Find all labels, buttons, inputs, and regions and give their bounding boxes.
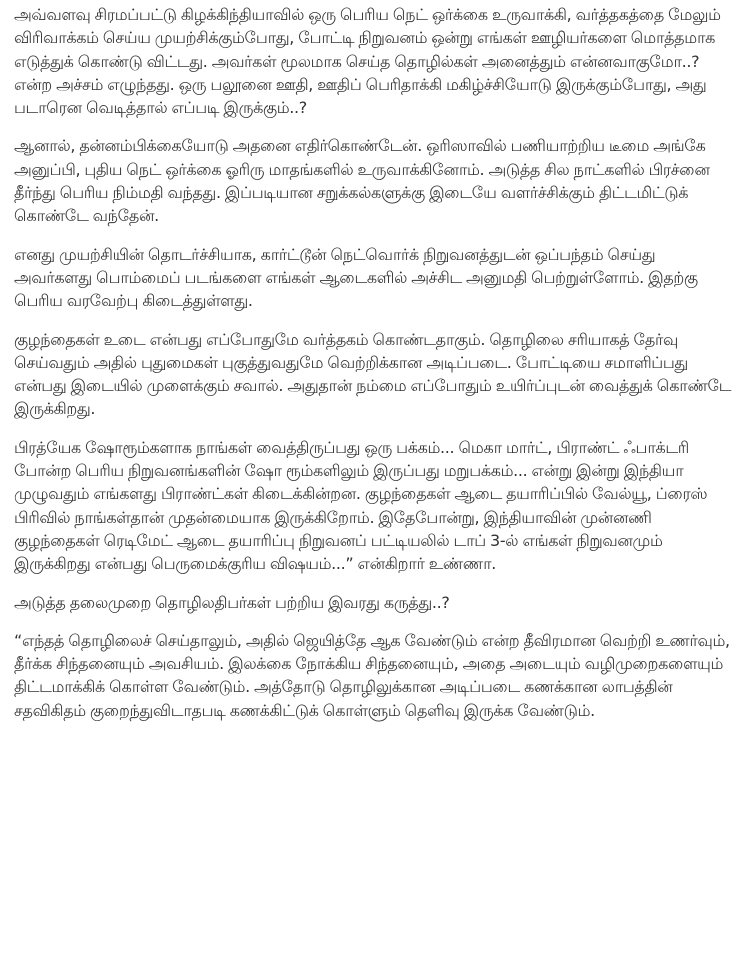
paragraph-network-setback: அவ்வளவு சிரமப்பட்டு கிழக்கிந்தியாவில் ஒரு பெரிய நெட் ஒர்க்கை உருவாக்கி, வர்த்தகத்தை மேலும் விரிவாக்கம் செய்ய முயற்சிக்கும்போது, போட்டி நிறுவனம் ஒன்று எங்கள் ஊழியர்களை மொத்தமாக எடுத்துக் கொண்டு விட்டது. அவர்கள் மூலமாக செய்த தொழில்கள் அனைத்தும் என்னவாகுமோ..? என்ற அச்சம் எழுந்தது. ஒரு பலூனை ஊதி, ஊதிப் பெரிதாக்கி மகிழ்ச்சியோடு இருக்கும்போது, அது படாரென வெடித்தால் எப்படி இருக்கும்..? [14, 5, 721, 118]
paragraph-recovery: ஆனால், தன்னம்பிக்கையோடு அதனை எதிர்கொண்டேன். ஒரிஸாவில் பணியாற்றிய டீமை அங்கே அனுப்பி, புதிய நெட் ஒர்க்கை ஓரிரு மாதங்களில் உருவாக்கினோம். அடுத்த சில நாட்களில் பிரச்னை தீர்ந்து பெரிய நிம்மதி வந்தது. இப்படியான சறுக்கல்களுக்கு இடையே வளர்ச்சிக்கும் திட்டமிட்டுக் கொண்டே வந்தேன். [14, 136, 710, 226]
paragraph-cartoon-network: எனது முயற்சியின் தொடர்ச்சியாக, கார்ட்டூன் நெட்வொர்க் நிறுவனத்துடன் ஒப்பந்தம் செய்து அவர்களது பொம்மைப் படங்களை எங்கள் ஆடைகளில் அச்சிட அனுமதி பெற்றுள்ளோம். இதற்கு பெரிய வரவேற்பு கிடைத்துள்ளது. [14, 244, 698, 311]
paragraph-question: அடுத்த தலைமுறை தொழிலதிபர்கள் பற்றிய இவரது கருத்து..? [14, 592, 450, 612]
paragraph-showrooms: பிரத்யேக ஷோரூம்களாக நாங்கள் வைத்திருப்பது ஒரு பக்கம்... மெகா மார்ட், பிராண்ட் ஃபாக்டரி போன்ற பெரிய நிறுவனங்களின் ஷோ ரூம்களிலும் இருப்பது மறுபக்கம்... என்று இன்று இந்தியா முழுவதும் எங்களது பிராண்ட்கள் கிடைக்கின்றன. குழந்தைகள் ஆடை தயாரிப்பில் வேல்யூ, ப்ரைஸ் பிரிவில் நாங்கள்தான் முதன்மையாக இருக்கிறோம். இதேபோன்று, இந்தியாவின் முன்னணி குழந்தைகள் ரெடிமேட் ஆடை தயாரிப்பு நிறுவனப் பட்டியலில் டாப் 3-ல் எங்கள் நிறுவனமும் இருக்கிறது என்பது பெருமைக்குரிய விஷயம்...” என்கிறார் உண்ணா. [14, 437, 708, 574]
paragraph-advice: “எந்தத் தொழிலைச் செய்தாலும், அதில் ஜெயித்தே ஆக வேண்டும் என்ற தீவிரமான வெற்றி உணர்வும், தீர்க்க சிந்தனையும் அவசியம். இலக்கை நோக்கிய சிந்தனையும், அதை அடையும் வழிமுறைகளையும் திட்டமாக்கிக் கொள்ள வேண்டும். அத்தோடு தொழிலுக்கான அடிப்படை கணக்கான லாபத்தின் சதவிகிதம் குறைந்துவிடாதபடி கணக்கிட்டுக் கொள்ளும் தெளிவு இருக்க வேண்டும். [14, 630, 730, 720]
article-body [14, 3, 734, 737]
paragraph-kids-wear: குழந்தைகள் உடை என்பது எப்போதுமே வர்த்தகம் கொண்டதாகும். தொழிலை சரியாகத் தேர்வு செய்வதும் அதில் புதுமைகள் புகுத்துவதுமே வெற்றிக்கான அடிப்படை. போட்டியை சமாளிப்பது என்பது இடையில் முளைக்கும் சவால். அதுதான் நம்மை எப்போதும் உயிர்ப்புடன் வைத்துக் கொண்டே இருக்கிறது. [14, 329, 732, 419]
